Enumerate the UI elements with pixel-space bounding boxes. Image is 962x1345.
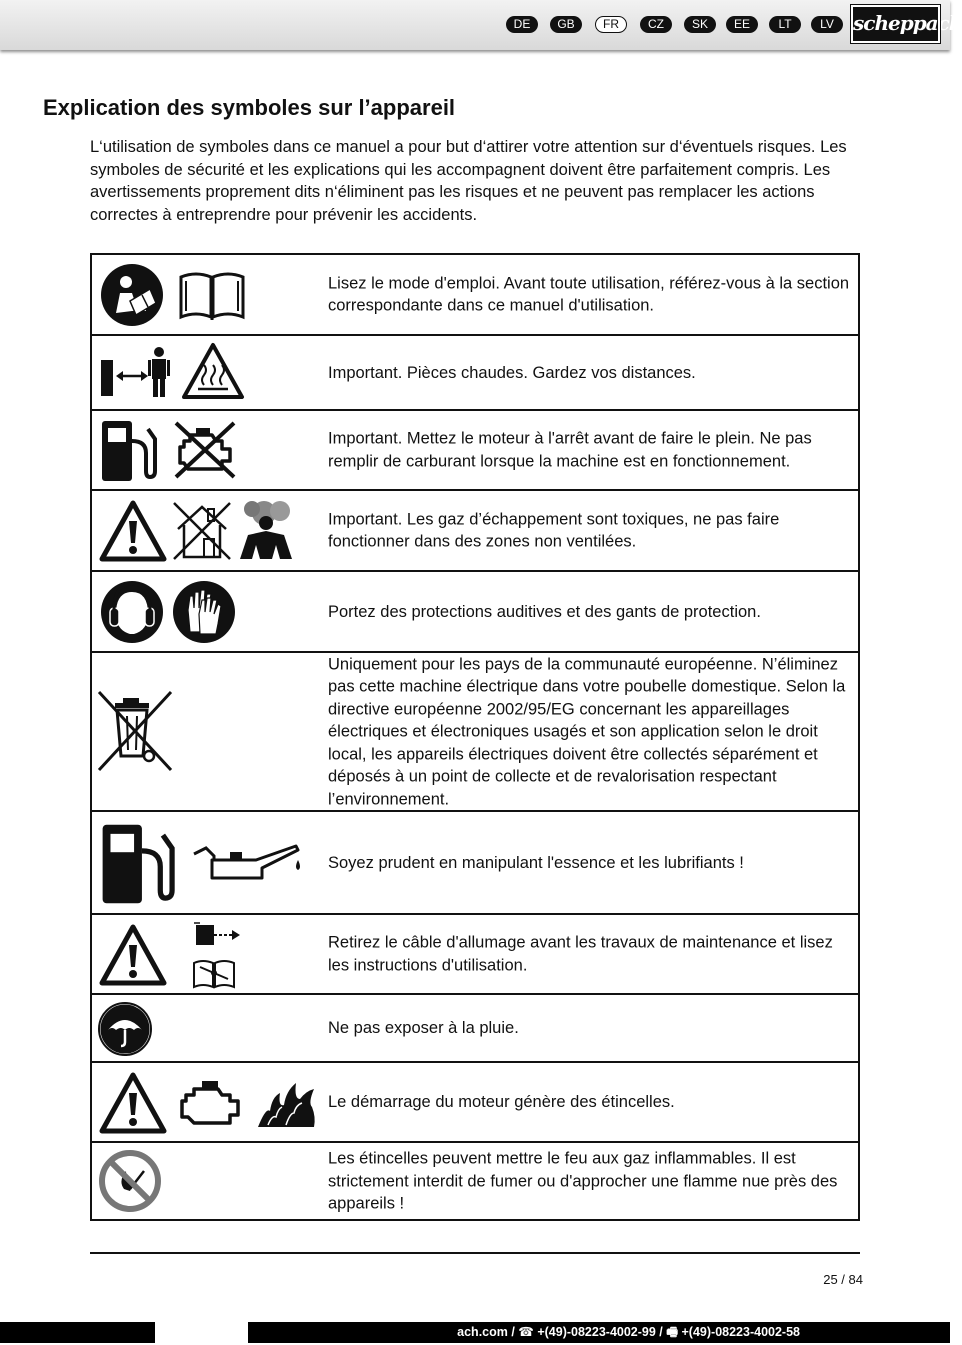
symbol-description: Lisez le mode d'emploi. Avant toute utilisation, référez-vous à la section correspondante dans ce manuel d'utilisation. <box>328 274 850 315</box>
toxic-fumes-icon <box>236 499 296 561</box>
symbol-icons <box>92 995 324 1061</box>
symbol-row <box>92 915 858 995</box>
symbol-icons <box>92 572 324 651</box>
symbol-row <box>92 491 858 572</box>
footer-divider <box>90 1252 860 1254</box>
keep-distance-icon <box>100 346 174 400</box>
open-book-icon <box>178 271 246 321</box>
lang-lv[interactable]: LV <box>811 16 843 33</box>
symbol-icons <box>92 491 324 570</box>
symbol-icons <box>92 653 324 810</box>
symbol-icons <box>92 1143 324 1219</box>
oil-can-icon <box>192 838 304 888</box>
section-title: Explication des symboles sur l’appareil <box>43 95 456 120</box>
warning-triangle-icon <box>98 1071 168 1135</box>
lang-lt[interactable]: LT <box>769 16 801 33</box>
symbol-description: Important. Mettez le moteur à l'arrêt avant de faire le plein. Ne pas remplir de carburant lorsque la machine est en fonctionnement. <box>328 429 812 470</box>
lang-de[interactable]: DE <box>506 16 538 33</box>
symbol-row <box>92 255 858 336</box>
lang-cz[interactable]: CZ <box>640 16 672 33</box>
lang-fr[interactable]: FR <box>595 16 627 33</box>
lang-ee[interactable]: EE <box>726 16 758 33</box>
engine-off-icon <box>172 419 238 481</box>
symbol-row <box>92 995 858 1063</box>
symbol-row <box>92 812 858 915</box>
spark-plug-cable-icon <box>192 921 244 953</box>
symbol-description: Le démarrage du moteur génère des étincelles. <box>328 1092 675 1111</box>
fuel-pump-icon <box>100 822 176 906</box>
umbrella-icon <box>98 1002 152 1056</box>
manual-maintenance-icon <box>192 957 236 989</box>
engine-icon <box>176 1077 246 1129</box>
symbol-description: Retirez le câble d'allumage avant les travaux de maintenance et lisez les instructions d'utilisation. <box>328 933 833 974</box>
footer-gap <box>155 1322 248 1343</box>
symbol-description: Soyez prudent en manipulant l'essence et les lubrifiants ! <box>328 853 744 872</box>
gloves-icon <box>172 580 236 644</box>
flames-icon <box>256 1077 318 1129</box>
symbol-table <box>90 253 860 1221</box>
footer-contact: ach.com / ☎ +(49)-08223-4002-99 / 🖷 +(49)-08223-4002-58 <box>457 1325 800 1339</box>
fuel-pump-icon <box>100 419 158 483</box>
page-number: 25 / 84 <box>823 1272 863 1287</box>
symbol-icons <box>92 411 324 489</box>
symbol-row <box>92 653 858 812</box>
symbol-description: Portez des protections auditives et des gants de protection. <box>328 602 761 621</box>
lang-gb[interactable]: GB <box>550 16 582 33</box>
symbol-row <box>92 336 858 411</box>
brand-logo: scheppach <box>851 5 940 43</box>
no-open-flame-icon <box>98 1149 162 1213</box>
symbol-description: Les étincelles peuvent mettre le feu aux gaz inflammables. Il est strictement interdit de fumer ou d'approcher une flamme nue près des appareils ! <box>328 1149 838 1213</box>
symbol-description: Uniquement pour les pays de la communauté européenne. N’éliminez pas cette machine électrique dans votre poubelle domestique. Selon la directive européenne 2002/95/EG concernant les appareillages électriques et électroniques usagés et son application selon le droit local, les appareils électriques doivent être collectés séparément et déposés à un point de collecte et de revalorisation respectant l’environnement. <box>328 654 846 808</box>
symbol-row <box>92 1143 858 1219</box>
symbol-icons <box>92 812 324 913</box>
symbol-icons <box>92 1063 324 1141</box>
lang-sk[interactable]: SK <box>684 16 716 33</box>
symbol-icons <box>92 255 324 334</box>
symbol-description: Important. Pièces chaudes. Gardez vos distances. <box>328 363 696 382</box>
symbol-row <box>92 572 858 653</box>
symbol-icons <box>92 336 324 409</box>
read-manual-icon <box>100 263 164 327</box>
symbol-icons <box>92 915 324 993</box>
intro-paragraph: L‘utilisation de symboles dans ce manuel a pour but d‘attirer votre attention sur d‘éventuels risques. Les symboles de sécurité et les explications qui les accompagnent doivent être parfaitement compris. Les avertissements proprement dits n‘éliminent pas les risques et ne peuvent pas remplacer les actions correctes à entreprendre pour prévenir les accidents. <box>90 138 847 224</box>
symbol-description: Important. Les gaz d’échappement sont toxiques, ne pas faire fonctionner dans des zones non ventilées. <box>328 510 780 551</box>
warning-triangle-icon <box>98 923 168 987</box>
warning-triangle-icon <box>98 499 168 563</box>
crossed-out-bin-icon <box>97 690 175 774</box>
hot-surface-warning-icon <box>180 341 246 401</box>
symbol-row <box>92 1063 858 1143</box>
symbol-description: Ne pas exposer à la pluie. <box>328 1018 519 1037</box>
symbol-row <box>92 411 858 491</box>
ear-protection-icon <box>100 580 164 644</box>
header-bar <box>0 0 962 50</box>
no-indoor-use-icon <box>172 501 232 561</box>
